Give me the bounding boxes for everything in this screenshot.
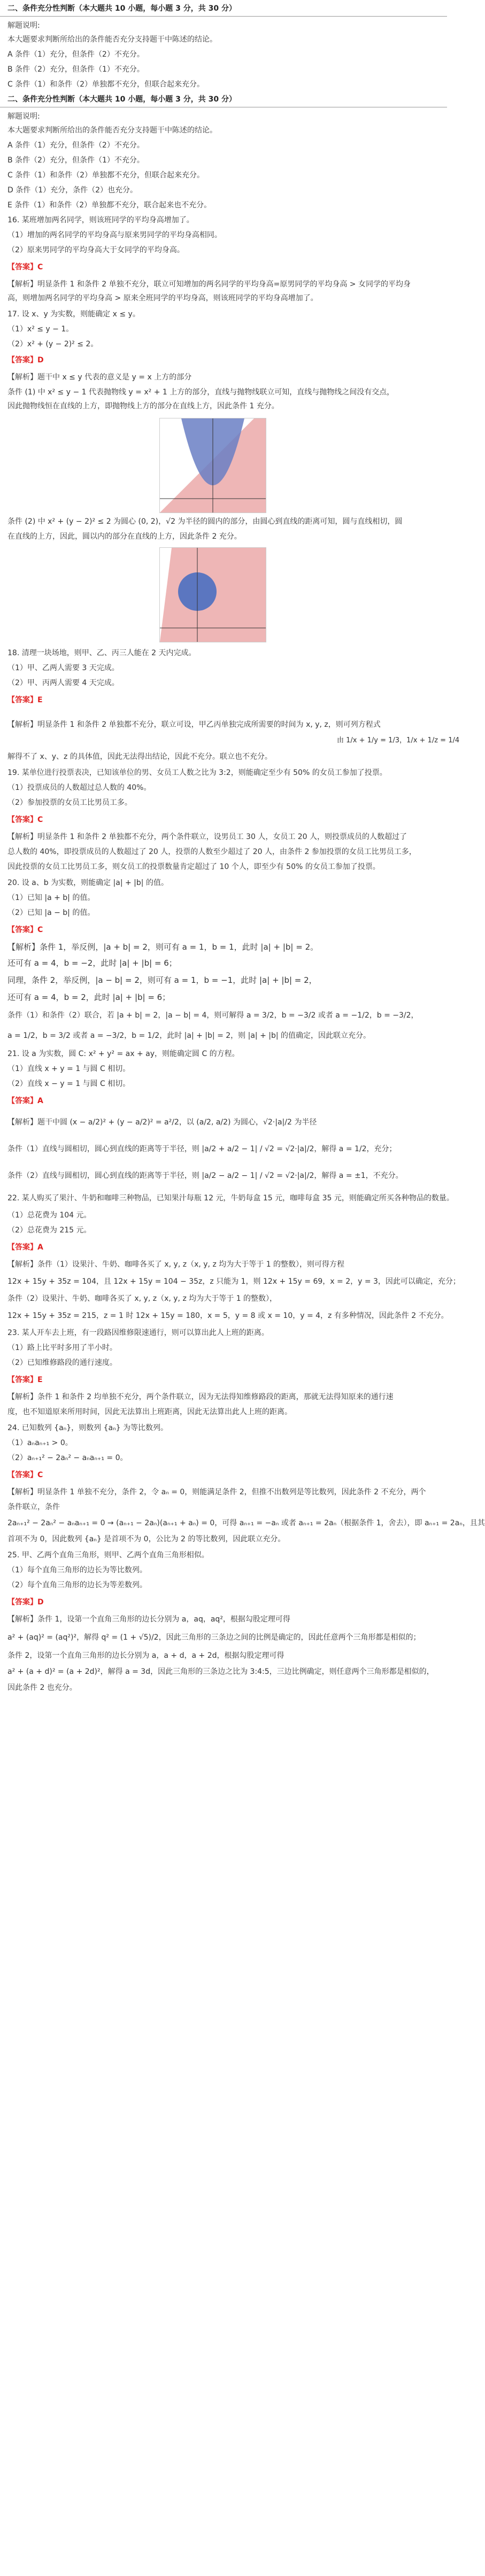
condition: （1）投票成员的人数超过总人数的 40%。 xyxy=(7,783,151,792)
intro-title: 解题说明: xyxy=(7,21,40,30)
analysis: 首项不为 0，因此数列 {aₙ} 是首项不为 0，公比为 2 的等比数列，因此联立充分。 xyxy=(7,1535,286,1543)
analysis: 总人数的 40%，即投票成员的人数超过了 20 人，投票的人数至少超过了 20 人，由条件 2 参加投票的女员工比男员工多， xyxy=(7,848,417,856)
analysis: 【解析】明显条件 1 单独不充分，条件 2，令 aₙ = 0，则能满足条件 2，但推不出数列是等比数列，因此条件 2 不充分，两个 xyxy=(7,1488,426,1496)
analysis: 【解析】题干中圆 (x − a/2)² + (y − a/2)² = a²/2，以 (a/2, a/2) 为圆心，√2·|a|/2 为半径 xyxy=(7,1118,317,1127)
answer: 【答案】C xyxy=(7,263,43,271)
analysis: 【解析】条件 1，设第一个直角三角形的边长分别为 a，aq，aq²，根据勾股定理可得 xyxy=(7,1615,290,1624)
analysis: 在直线的上方，因此，圆以内的部分在直线的上方，因此条件 2 充分。 xyxy=(7,532,242,541)
condition: （2）x² + (y − 2)² ≤ 2。 xyxy=(7,340,98,348)
condition: （1）每个直角三角形的边长为等比数列。 xyxy=(7,1566,147,1574)
question-stem: 22. 某人购买了果汁、牛奶和咖啡三种物品，已知果汁每瓶 12 元，牛奶每盒 15 元，咖啡每盒 35 元，则能确定所买各种物品的数量。 xyxy=(7,1194,454,1202)
analysis: a² + (a + d)² = (a + 2d)²，解得 a = 3d，因此三角形的三条边之比为 3:4:5，三边比例确定，则任意两个三角形都是相似的， xyxy=(7,1667,434,1676)
option: B 条件（2）充分，但条件（1）不充分。 xyxy=(7,65,144,74)
analysis: 同理，条件 2，举反例，|a − b| = 2，则可有 a = 1，b = −1，此时 |a| + |b| = 2， xyxy=(7,975,317,985)
condition: （2）直线 x − y = 1 与圆 C 相切。 xyxy=(7,1080,130,1088)
analysis: 解得不了 x、y、z 的具体值，因此无法得出结论，因此不充分。联立也不充分。 xyxy=(7,752,272,761)
divider xyxy=(0,16,447,17)
analysis: 【解析】条件 1，举反例，|a + b| = 2，则可有 a = 1，b = 1，此时 |a| + |b| = 2。 xyxy=(7,942,319,952)
analysis: 条件（1）直线与圆相切，圆心到直线的距离等于半径，则 |a/2 + a/2 − 1| / √2 = √2·|a|/2，解得 a = 1/2，充分； xyxy=(7,1145,397,1153)
question-stem: 20. 设 a、b 为实数，则能确定 |a| + |b| 的值。 xyxy=(7,879,168,887)
answer: 【答案】D xyxy=(7,356,44,364)
option: C 条件（1）和条件（2）单独都不充分，但联合起来充分。 xyxy=(7,171,205,180)
analysis: 【解析】明显条件 1 和条件 2 单独都不充分，两个条件联立，设男员工 30 人，女员工 20 人，则投票成员的人数超过了 xyxy=(7,833,407,841)
question-stem: 23. 某人开车去上班，有一段路因维修限速通行，则可以算出此人上班的距离。 xyxy=(7,1329,269,1337)
condition: （2）原来男同学的平均身高大于女同学的平均身高。 xyxy=(7,246,184,254)
option: E 条件（1）和条件（2）单独都不充分，联合起来也不充分。 xyxy=(7,201,212,210)
circle-figure xyxy=(159,547,266,642)
condition: （1）aₙaₙ₊₁ > 0。 xyxy=(7,1439,73,1447)
condition: （2）参加投票的女员工比男员工多。 xyxy=(7,798,132,807)
analysis: a² + (aq)² = (aq²)²，解得 q² = (1 + √5)/2，因此三角形的三条边之间的比例是确定的，因此任意两个三角形都是相似的； xyxy=(7,1633,421,1642)
condition: （1）总花费为 104 元。 xyxy=(7,1211,91,1220)
answer: 【答案】A xyxy=(7,1243,43,1252)
condition: （1）甲、乙两人需要 3 天完成。 xyxy=(7,664,119,672)
answer: 【答案】C xyxy=(7,1471,43,1479)
analysis: 2aₙ₊₁² − 2aₙ² − aₙaₙ₊₁ = 0 → (aₙ₊₁ − 2aₙ)(aₙ₊₁ + aₙ) = 0，可得 aₙ₊₁ = −aₙ 或者 aₙ₊₁ = 2aₙ（根据条件 1，舍去），即 aₙ₊₁ = 2aₙ，且其 xyxy=(7,1519,485,1527)
analysis: a = 1/2，b = 3/2 或者 a = −3/2，b = 1/2，此时 |a| + |b| = 2，则 |a| + |b| 的值确定，因此联立充分。 xyxy=(7,1031,371,1040)
question-stem: 16. 某班增加两名同学，则该班同学的平均身高增加了。 xyxy=(7,216,194,224)
analysis: 12x + 15y + 35z = 215，z = 1 时 12x + 15y = 180，x = 5，y = 8 或 x = 10，y = 4，z 有多种情况，因此条件 2 不充分。 xyxy=(7,1312,449,1320)
question-stem: 19. 某单位进行投票表决，已知该单位的男、女员工人数之比为 3:2，则能确定至少有 50% 的女员工参加了投票。 xyxy=(7,769,387,777)
analysis: 【解析】明显条件 1 和条件 2 单独都不充分，联立可设，甲乙丙单独完成所需要的时间为 x, y, z，则可列方程式 xyxy=(7,720,381,729)
answer: 【答案】E xyxy=(7,696,43,704)
analysis: 条件（1）和条件（2）联合，若 |a + b| = 2，|a − b| = 4，则可解得 a = 3/2，b = −3/2 或者 a = −1/2，b = −3/2， xyxy=(7,1011,419,1020)
analysis: 条件 (2) 中 x² + (y − 2)² ≤ 2 为圆心 (0, 2)，√2 为半径的圆内的部分，由圆心到直线的距离可知，圆与直线相切，圆 xyxy=(7,517,403,526)
question-stem: 21. 设 a 为实数，圆 C: x² + y² = ax + ay，则能确定圆 C 的方程。 xyxy=(7,1050,240,1058)
question-stem: 17. 设 x、y 为实数，则能确定 x ≤ y。 xyxy=(7,310,140,319)
analysis: 因此抛物线恒在直线的上方，即抛物线上方的部分在直线上方，因此条件 1 充分。 xyxy=(7,402,279,410)
condition: （2）甲、丙两人需要 4 天完成。 xyxy=(7,679,119,687)
section-header: 二、条件充分性判断（本大题共 10 小题，每小题 3 分，共 30 分） xyxy=(7,95,236,104)
question-stem: 18. 清理一块场地，则甲、乙、丙三人能在 2 天内完成。 xyxy=(7,649,196,657)
condition: （1）x² ≤ y − 1。 xyxy=(7,325,74,333)
option: B 条件（2）充分，但条件（1）不充分。 xyxy=(7,156,144,165)
condition: （1）增加的两名同学的平均身高与原来男同学的平均身高相同。 xyxy=(7,231,222,239)
option: A 条件（1）充分，但条件（2）不充分。 xyxy=(7,50,144,59)
analysis: 因此条件 2 也充分。 xyxy=(7,1683,77,1692)
condition: （1）直线 x + y = 1 与圆 C 相切。 xyxy=(7,1065,130,1073)
answer: 【答案】A xyxy=(7,1097,43,1105)
intro-title: 解题说明: xyxy=(7,112,40,121)
condition: （2）已知维修路段的通行速度。 xyxy=(7,1359,117,1367)
equation-system: 由 1/x + 1/y = 1/3，1/x + 1/z = 1/4 xyxy=(337,736,460,744)
analysis: 条件 2，设第一个直角三角形的边长分别为 a，a + d，a + 2d，根据勾股定理可得 xyxy=(7,1651,284,1660)
condition: （2）总花费为 215 元。 xyxy=(7,1226,91,1235)
condition: （2）已知 |a − b| 的值。 xyxy=(7,909,95,917)
analysis: 12x + 15y + 35z = 104，且 12x + 15y = 104 − 35z，z 只能为 1，则 12x + 15y = 69，x = 2，y = 3，因此可以确定，充分； xyxy=(7,1277,460,1286)
answer: 【答案】D xyxy=(7,1598,44,1607)
answer: 【答案】C xyxy=(7,816,43,824)
answer: 【答案】E xyxy=(7,1376,43,1384)
analysis: 【解析】条件（1）设果汁、牛奶、咖啡各买了 x, y, z（x, y, z 均为大于等于 1 的整数），则可得方程 xyxy=(7,1260,345,1269)
intro-desc: 本大题要求判断所给出的条件能否充分支持题干中陈述的结论。 xyxy=(7,35,217,44)
condition: （2）每个直角三角形的边长为等差数列。 xyxy=(7,1581,147,1589)
analysis: 条件联立，条件 xyxy=(7,1503,60,1511)
analysis: 条件（2）设果汁、牛奶、咖啡各买了 x, y, z（x, y, z 均为大于等于 1 的整数）， xyxy=(7,1294,278,1303)
condition: （1）已知 |a + b| 的值。 xyxy=(7,894,95,902)
section-header: 二、条件充分性判断（本大题共 10 小题，每小题 3 分，共 30 分） xyxy=(7,4,236,13)
intro-desc: 本大题要求判断所给出的条件能否充分支持题干中陈述的结论。 xyxy=(7,126,217,135)
analysis: 条件（2）直线与圆相切，圆心到直线的距离等于半径，则 |a/2 − a/2 − 1| / √2 = √2·|a|/2，解得 a = ±1，不充分。 xyxy=(7,1171,403,1180)
option: C 条件（1）和条件（2）单独都不充分，但联合起来充分。 xyxy=(7,80,205,89)
condition: （2）aₙ₊₁² − 2aₙ² − aₙaₙ₊₁ = 0。 xyxy=(7,1454,128,1462)
analysis: 还可有 a = 4，b = −2，此时 |a| + |b| = 6； xyxy=(7,958,177,968)
analysis: 【解析】条件 1 和条件 2 均单独不充分，两个条件联立，因为无法得知维修路段的距离，那就无法得知原来的通行速 xyxy=(7,1393,394,1401)
option: A 条件（1）充分，但条件（2）不充分。 xyxy=(7,141,144,150)
analysis: 高，则增加两名同学的平均身高 > 原来全班同学的平均身高，则该班同学的平均身高增加了。 xyxy=(7,294,318,302)
option: D 条件（1）充分，条件（2）也充分。 xyxy=(7,186,138,195)
question-stem: 25. 甲、乙两个直角三角形，则甲、乙两个直角三角形相似。 xyxy=(7,1551,209,1559)
analysis: 条件 (1) 中 x² ≤ y − 1 代表抛物线 y = x² + 1 上方的部分，直线与抛物线联立可知，直线与抛物线之间没有交点， xyxy=(7,388,395,397)
analysis: 【解析】明显条件 1 和条件 2 单独不充分，联立可知增加的两名同学的平均身高=原男同学的平均身高 > 女同学的平均身 xyxy=(7,280,411,289)
answer: 【答案】C xyxy=(7,926,43,934)
analysis: 还可有 a = 4，b = 2，此时 |a| + |b| = 6； xyxy=(7,992,171,1002)
analysis: 度，也不知道原来所用时间，因此无法算出上班距离，因此无法算出此人上班的距离。 xyxy=(7,1408,292,1416)
parabola-figure xyxy=(159,418,266,513)
analysis: 【解析】题干中 x ≤ y 代表的意义是 y = x 上方的部分 xyxy=(7,373,192,382)
condition: （1）路上比平时多用了半小时。 xyxy=(7,1344,117,1352)
analysis: 因此投票的女员工比男员工多，则女员工的投票数量肯定超过了 10 个人，即至少有 50% 的女员工参加了投票。 xyxy=(7,863,380,871)
question-stem: 24. 已知数列 {aₙ}，则数列 {aₙ} 为等比数列。 xyxy=(7,1424,168,1432)
